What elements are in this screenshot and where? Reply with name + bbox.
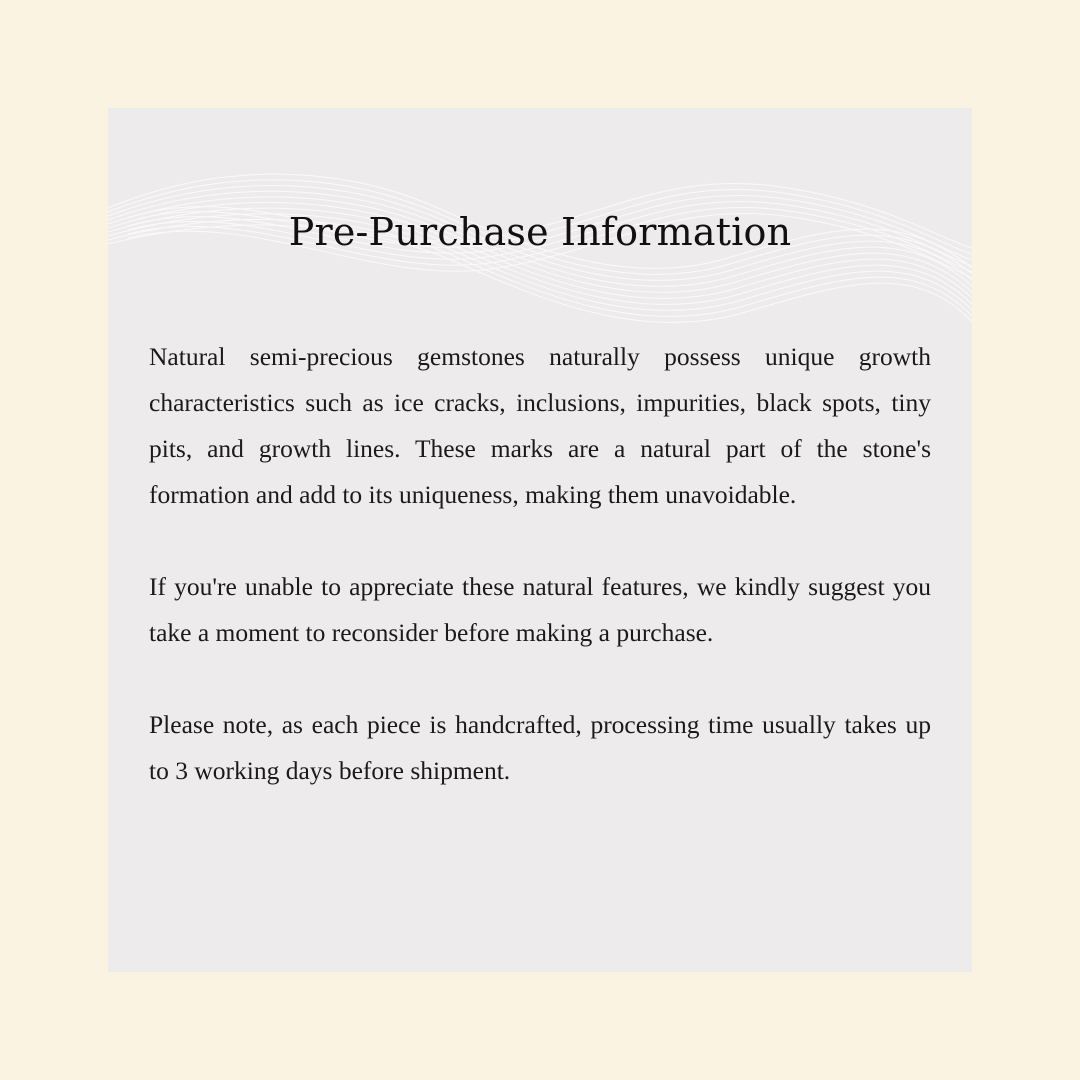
paragraph-gemstone-characteristics: Natural semi-precious gemstones naturally possess unique growth characteristics such as ice cracks, inclusions, impurities, black spots, tiny pits, and growth lines. These marks are a natural part of the stone's formation and add to its uniqueness, making them unavoidable.: [149, 342, 931, 509]
paragraph-reconsider-purchase: If you're unable to appreciate these natural features, we kindly suggest you take a moment to reconsider before making a purchase.: [149, 572, 931, 647]
paragraph-processing-time: Please note, as each piece is handcrafted, processing time usually takes up to 3 working days before shipment.: [149, 710, 931, 785]
info-card: [108, 108, 972, 972]
page-title: Pre-Purchase Information: [288, 210, 792, 254]
info-body: [149, 334, 931, 794]
